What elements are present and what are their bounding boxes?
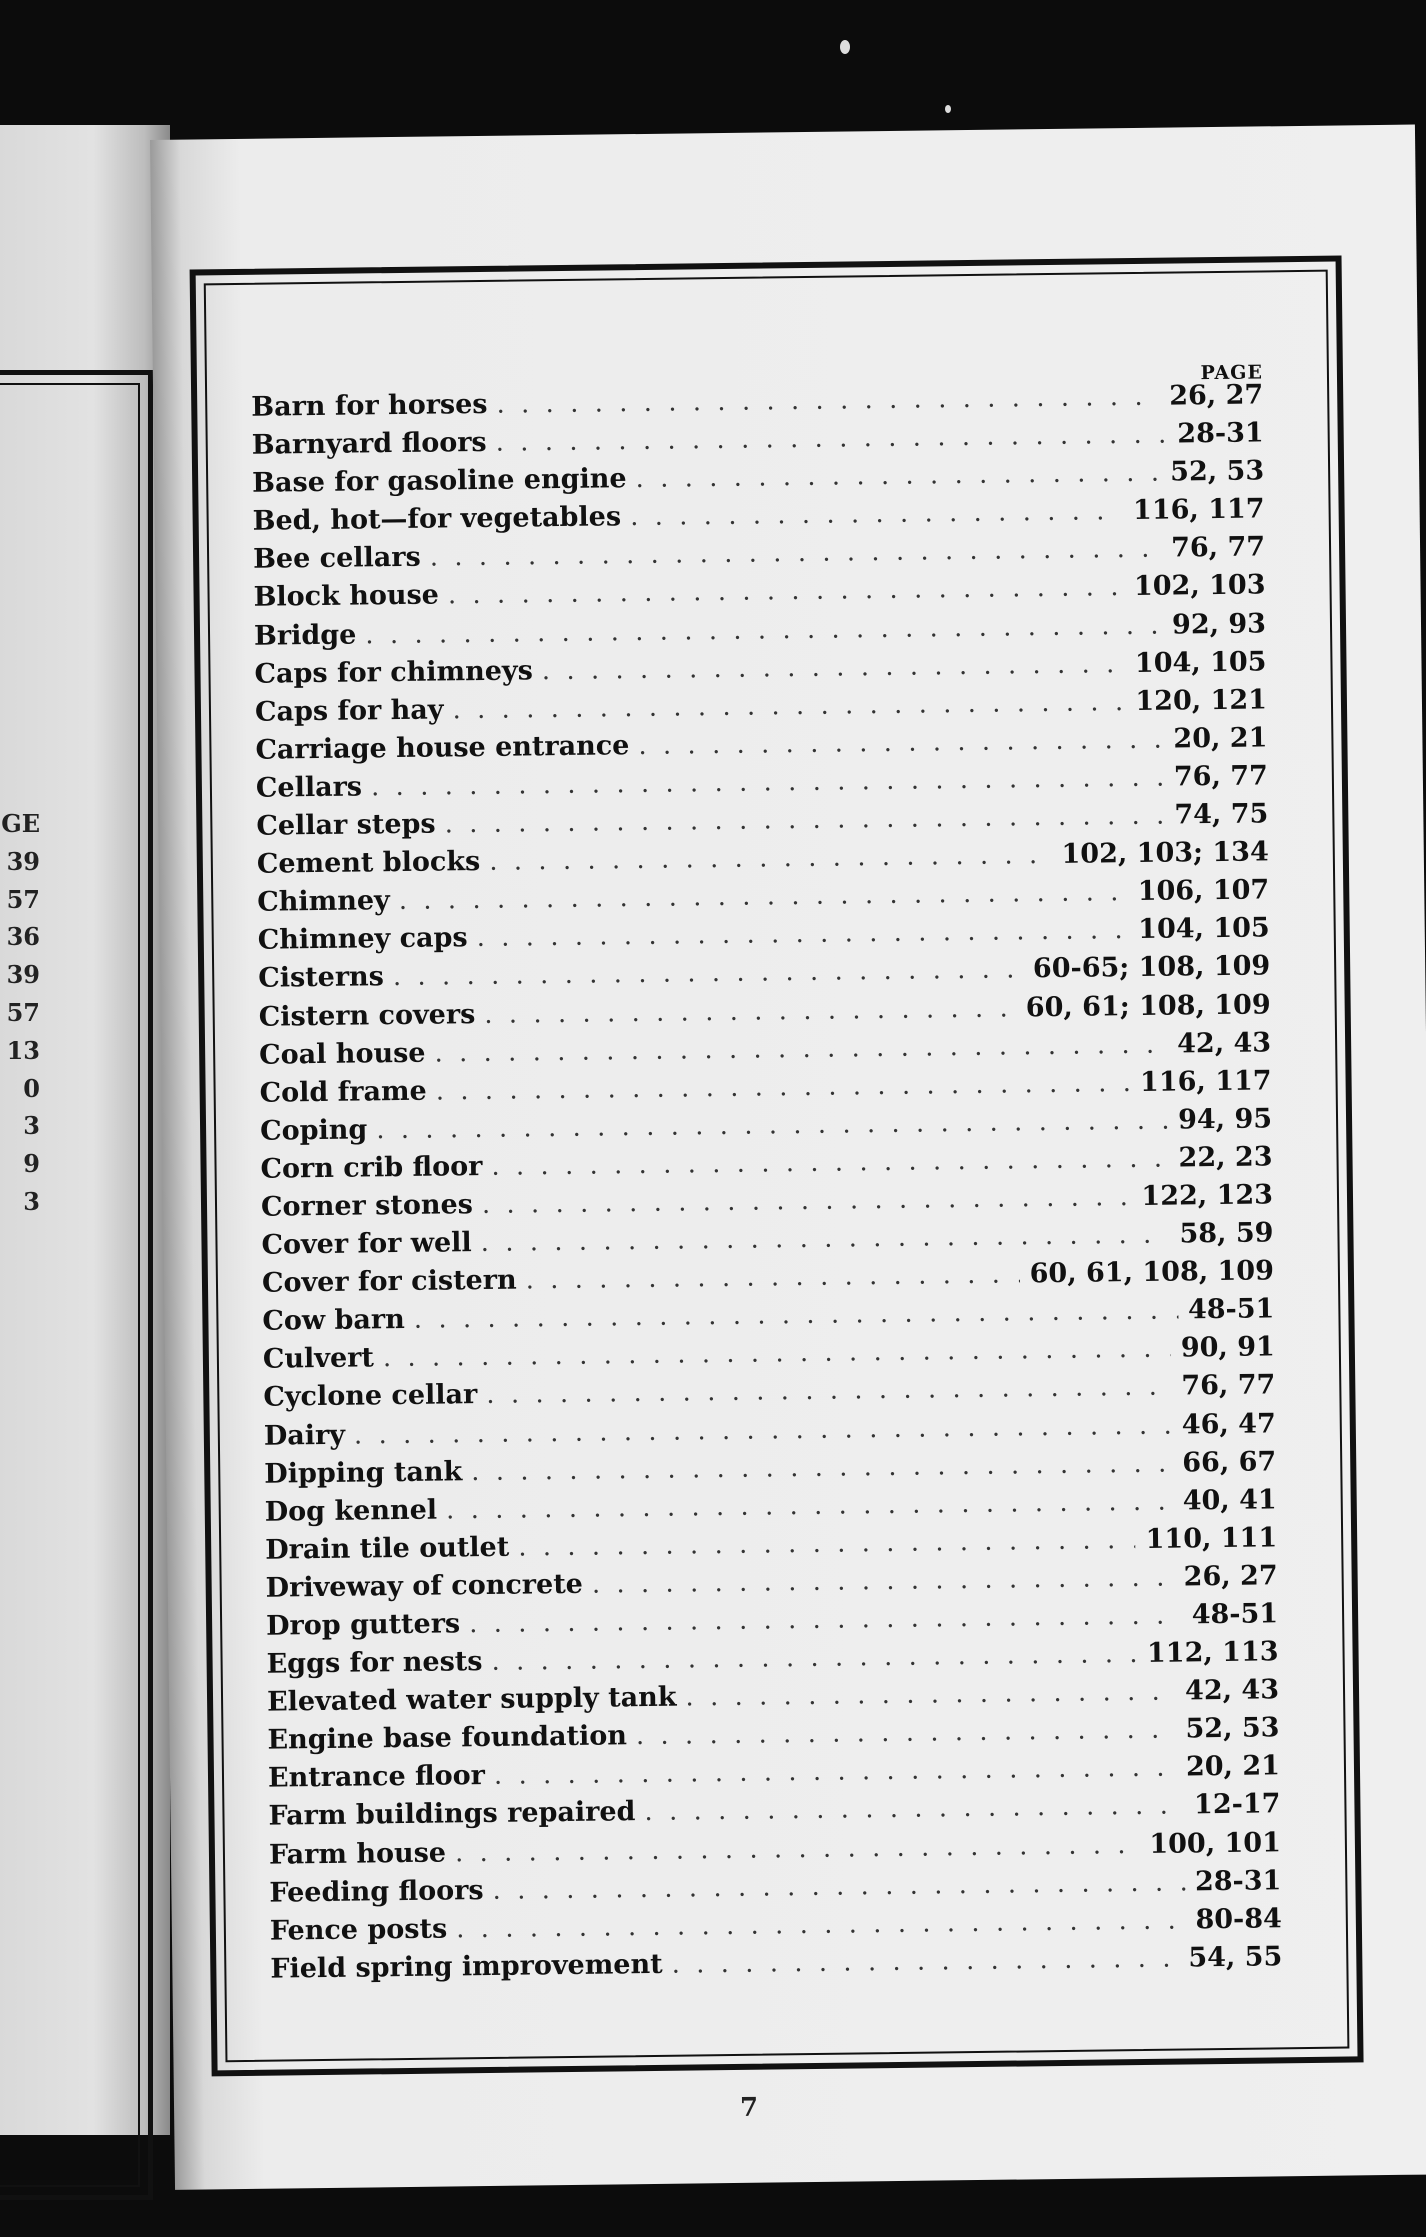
entry-label: Base for gasoline engine: [252, 463, 627, 499]
entry-label: Bed, hot—for vegetables: [252, 501, 622, 538]
dot-leader: [637, 1714, 1176, 1759]
previous-page-number: 9: [23, 1149, 40, 1179]
entry-label: Bridge: [253, 619, 357, 652]
entry-label: Farm buildings repaired: [268, 1796, 636, 1833]
entry-pages: 28-31: [1177, 417, 1264, 450]
entry-pages: 60, 61; 108, 109: [1025, 988, 1271, 1023]
entry-label: Chimney caps: [257, 922, 468, 957]
previous-page-number: 0: [23, 1073, 40, 1103]
entry-pages: 100, 101: [1149, 1826, 1282, 1860]
dot-leader: [672, 1942, 1178, 1986]
previous-page-number: 57: [6, 997, 40, 1027]
entry-label: Coal house: [258, 1037, 426, 1071]
index-list: [251, 376, 1282, 1988]
page-number: 7: [739, 2092, 759, 2123]
entry-label: Dairy: [263, 1419, 346, 1452]
entry-label: Drop gutters: [265, 1608, 461, 1642]
entry-label: Bee cellars: [252, 542, 421, 576]
entry-pages: 110, 111: [1145, 1522, 1278, 1555]
entry-label: Culvert: [262, 1342, 375, 1376]
entry-label: Farm house: [268, 1837, 447, 1871]
entry-label: Field spring improvement: [270, 1948, 663, 1985]
previous-page-number: 39: [6, 846, 40, 876]
entry-label: Cold frame: [259, 1075, 427, 1109]
entry-label: Barn for horses: [251, 388, 488, 423]
entry-pages: 28-31: [1194, 1864, 1282, 1898]
entry-pages: 122, 123: [1141, 1179, 1274, 1212]
dot-leader: [485, 992, 1016, 1037]
entry-pages: 42, 43: [1176, 1026, 1272, 1060]
entry-pages: 116, 117: [1139, 1065, 1272, 1098]
entry-pages: 106, 107: [1137, 874, 1270, 908]
entry-pages: 20, 21: [1185, 1750, 1281, 1783]
entry-label: Coping: [259, 1114, 368, 1147]
entry-label: Dipping tank: [264, 1455, 463, 1490]
entry-pages: 92, 93: [1171, 607, 1267, 641]
previous-page-number: 3: [23, 1186, 40, 1216]
previous-page-frame: [0, 370, 153, 2200]
entry-label: Block house: [253, 579, 440, 614]
entry-label: Engine base foundation: [267, 1720, 628, 1756]
entry-label: Driveway of concrete: [265, 1568, 584, 1604]
entry-label: Elevated water supply tank: [266, 1681, 677, 1718]
entry-pages: 26, 27: [1169, 379, 1264, 412]
entry-pages: 112, 113: [1146, 1636, 1279, 1670]
entry-label: Chimney: [257, 885, 390, 918]
entry-label: Drain tile outlet: [265, 1531, 510, 1566]
entry-pages: 60, 61, 108, 109: [1029, 1255, 1275, 1290]
index-page: [150, 125, 1426, 2190]
entry-pages: 76, 77: [1181, 1369, 1276, 1402]
entry-label: Cellars: [255, 771, 363, 804]
dot-leader: [631, 495, 1123, 539]
entry-pages: 54, 55: [1188, 1941, 1283, 1974]
dot-leader: [636, 457, 1160, 501]
entry-pages: 42, 43: [1184, 1674, 1280, 1707]
dot-leader: [639, 724, 1164, 768]
entry-pages: 80-84: [1195, 1903, 1283, 1936]
entry-label: Caps for chimneys: [254, 655, 534, 690]
entry-pages: 22, 23: [1178, 1141, 1273, 1174]
page-column-header: PAGE: [1200, 361, 1264, 385]
entry-pages: 116, 117: [1132, 493, 1265, 527]
previous-page-number: 39: [6, 960, 40, 990]
entry-pages: 58, 59: [1179, 1217, 1274, 1250]
entry-label: Caps for hay: [254, 694, 444, 728]
entry-label: Fence posts: [269, 1913, 448, 1947]
entry-pages: 60-65; 108, 109: [1032, 950, 1271, 985]
entry-pages: 120, 121: [1135, 684, 1268, 717]
entry-pages: 12-17: [1193, 1788, 1281, 1821]
dot-leader: [526, 1259, 1020, 1303]
entry-pages: 20, 21: [1173, 722, 1268, 755]
entry-label: Cyclone cellar: [263, 1379, 478, 1414]
previous-page-number: 36: [6, 922, 40, 952]
entry-pages: 46, 47: [1181, 1407, 1276, 1441]
dot-leader: [686, 1676, 1175, 1720]
previous-page-number: 57: [6, 884, 40, 914]
previous-page-number: 13: [6, 1035, 40, 1065]
entry-pages: 40, 41: [1182, 1484, 1277, 1517]
entry-label: Cistern covers: [258, 998, 476, 1033]
previous-page-numbers: [0, 805, 40, 1259]
entry-pages: 102, 103: [1133, 569, 1266, 603]
entry-pages: 48-51: [1187, 1293, 1275, 1326]
entry-label: Cellar steps: [256, 808, 436, 842]
entry-pages: 52, 53: [1169, 455, 1265, 488]
entry-pages: 90, 91: [1180, 1331, 1276, 1364]
entry-pages: 74, 75: [1174, 798, 1269, 831]
entry-pages: 102, 103; 134: [1061, 836, 1269, 871]
entry-label: Feeding floors: [269, 1874, 484, 1909]
entry-label: Entrance floor: [267, 1760, 486, 1795]
entry-label: Cement blocks: [256, 846, 481, 880]
entry-label: Eggs for nests: [266, 1646, 483, 1680]
entry-label: Dog kennel: [264, 1494, 438, 1528]
entry-pages: 66, 67: [1182, 1445, 1277, 1479]
entry-pages: 52, 53: [1185, 1712, 1280, 1745]
entry-label: Corner stones: [260, 1189, 474, 1223]
entry-pages: 104, 105: [1134, 646, 1267, 679]
entry-pages: 26, 27: [1183, 1560, 1278, 1593]
previous-page-number: 3: [23, 1111, 40, 1141]
entry-label: Cow barn: [262, 1304, 405, 1337]
entry-label: Barnyard floors: [251, 427, 487, 461]
entry-pages: 76, 77: [1173, 760, 1269, 793]
entry-pages: 94, 95: [1177, 1103, 1273, 1136]
entry-label: Cisterns: [258, 961, 385, 995]
entry-label: Corn crib floor: [260, 1150, 483, 1185]
entry-label: Cover for well: [261, 1227, 472, 1261]
dust-speck: [945, 105, 951, 113]
entry-pages: 48-51: [1191, 1598, 1279, 1631]
previous-page: [0, 125, 170, 2135]
dot-leader: [645, 1790, 1184, 1835]
entry-pages: 76, 77: [1170, 531, 1266, 564]
previous-page-number: [0, 1221, 40, 1259]
entry-label: Carriage house entrance: [255, 730, 630, 766]
entry-pages: 104, 105: [1138, 912, 1270, 946]
dust-speck: [840, 40, 850, 54]
previous-page-header: GE: [1, 809, 40, 838]
entry-label: Cover for cistern: [261, 1264, 517, 1299]
